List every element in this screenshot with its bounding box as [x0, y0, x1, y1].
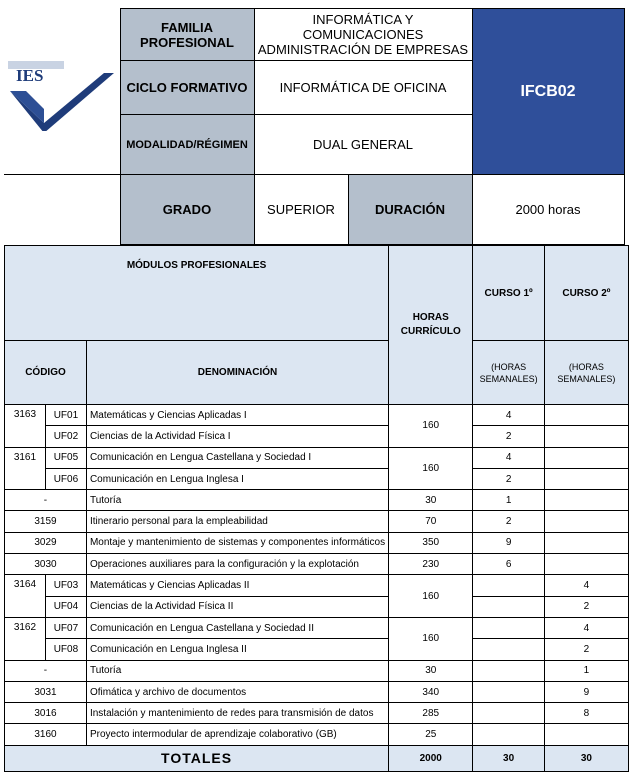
- denominacion-header: DENOMINACIÓN: [86, 341, 388, 405]
- module-code: -: [5, 660, 87, 681]
- curso1-hours: [473, 575, 544, 596]
- module-name: Comunicación en Lengua Castellana y Sociedad I: [86, 447, 388, 468]
- curso2-hours: 9: [544, 681, 628, 702]
- uf-code: UF02: [45, 426, 86, 447]
- curso1-hours: [473, 703, 544, 724]
- module-name: Comunicación en Lengua Inglesa I: [86, 468, 388, 489]
- curso1-hours: [473, 660, 544, 681]
- curso1-hours: [473, 596, 544, 617]
- module-name: Matemáticas y Ciencias Aplicadas I: [86, 405, 388, 426]
- module-code: 3163: [5, 405, 46, 448]
- module-code: 3029: [5, 532, 87, 553]
- curso2-hours: [544, 511, 628, 532]
- module-code: 3016: [5, 703, 87, 724]
- table-row: [5, 596, 629, 617]
- curso1-hours: 2: [473, 426, 544, 447]
- table-row: [5, 660, 629, 681]
- curso2-hours: [544, 447, 628, 468]
- curso1-hours: 9: [473, 532, 544, 553]
- module-hours: 70: [389, 511, 473, 532]
- logo-text: IES: [16, 66, 44, 86]
- duracion-value: 2000 horas: [472, 175, 624, 245]
- modules-title: MÓDULOS PROFESIONALES: [5, 246, 389, 341]
- curso1-hours: 6: [473, 554, 544, 575]
- table-row: [5, 532, 629, 553]
- horas-semanales-1: (HORAS SEMANALES): [473, 341, 544, 405]
- curso2-hours: [544, 490, 628, 511]
- module-name: Comunicación en Lengua Inglesa II: [86, 639, 388, 660]
- module-hours: 230: [389, 554, 473, 575]
- logo-cell: [4, 9, 120, 175]
- total-curso2: 30: [544, 745, 628, 771]
- curso1-hours: [473, 681, 544, 702]
- curso1-header: CURSO 1º: [473, 246, 544, 341]
- curso2-hours: [544, 405, 628, 426]
- modules-table: [4, 245, 629, 772]
- module-name: Ciencias de la Actividad Física I: [86, 426, 388, 447]
- module-hours: 285: [389, 703, 473, 724]
- module-name: Proyecto intermodular de aprendizaje colaborativo (GB): [86, 724, 388, 745]
- curso1-hours: 1: [473, 490, 544, 511]
- module-code: 3030: [5, 554, 87, 575]
- table-row: [5, 724, 629, 745]
- modalidad-label: MODALIDAD/RÉGIMEN: [120, 115, 254, 175]
- curso2-hours: [544, 724, 628, 745]
- module-code: 3164: [5, 575, 46, 618]
- curso1-hours: [473, 617, 544, 638]
- module-name: Tutoría: [86, 490, 388, 511]
- curso2-header: CURSO 2º: [544, 246, 628, 341]
- curso1-hours: 2: [473, 468, 544, 489]
- table-row: [5, 617, 629, 638]
- module-name: Operaciones auxiliares para la configuración y la explotación: [86, 554, 388, 575]
- module-name: Comunicación en Lengua Castellana y Sociedad II: [86, 617, 388, 638]
- module-hours: 160: [389, 575, 473, 618]
- grado-value: SUPERIOR: [254, 175, 348, 245]
- curso2-hours: [544, 426, 628, 447]
- module-name: Instalación y mantenimiento de redes para transmisión de datos: [86, 703, 388, 724]
- module-name: Montaje y mantenimiento de sistemas y componentes informáticos: [86, 532, 388, 553]
- module-code: 3162: [5, 617, 46, 660]
- module-code: -: [5, 490, 87, 511]
- curso2-hours: 8: [544, 703, 628, 724]
- table-row: [5, 405, 629, 426]
- total-curso1: 30: [473, 745, 544, 771]
- module-code: 3159: [5, 511, 87, 532]
- module-hours: 160: [389, 617, 473, 660]
- module-hours: 350: [389, 532, 473, 553]
- familia-value: INFORMÁTICA Y COMUNICACIONES ADMINISTRACIÓN DE EMPRESAS: [254, 9, 472, 61]
- module-name: Itinerario personal para la empleabilidad: [86, 511, 388, 532]
- curso2-hours: 2: [544, 639, 628, 660]
- grado-label: GRADO: [120, 175, 254, 245]
- uf-code: UF03: [45, 575, 86, 596]
- table-row: [5, 447, 629, 468]
- module-code: 3160: [5, 724, 87, 745]
- uf-code: UF01: [45, 405, 86, 426]
- module-hours: 340: [389, 681, 473, 702]
- curso2-hours: 1: [544, 660, 628, 681]
- table-row: [5, 639, 629, 660]
- curso1-hours: [473, 639, 544, 660]
- duracion-label: DURACIÓN: [348, 175, 472, 245]
- curso2-hours: [544, 468, 628, 489]
- curso1-hours: [473, 724, 544, 745]
- module-hours: 160: [389, 447, 473, 490]
- module-hours: 25: [389, 724, 473, 745]
- uf-code: UF04: [45, 596, 86, 617]
- module-code: 3161: [5, 447, 46, 490]
- module-hours: 30: [389, 660, 473, 681]
- modalidad-value: DUAL GENERAL: [254, 115, 472, 175]
- curso1-hours: 4: [473, 447, 544, 468]
- codigo-header: CÓDIGO: [5, 341, 87, 405]
- table-row: [5, 681, 629, 702]
- table-row: [5, 703, 629, 724]
- ciclo-value: INFORMÁTICA DE OFICINA: [254, 61, 472, 115]
- ciclo-label: CICLO FORMATIVO: [120, 61, 254, 115]
- table-row: [5, 511, 629, 532]
- table-row: [5, 426, 629, 447]
- uf-code: UF08: [45, 639, 86, 660]
- module-name: Tutoría: [86, 660, 388, 681]
- module-hours: 30: [389, 490, 473, 511]
- curso2-hours: [544, 554, 628, 575]
- module-code: 3031: [5, 681, 87, 702]
- header-table: [4, 8, 625, 245]
- totals-label: TOTALES: [5, 745, 389, 771]
- horas-header: HORAS CURRÍCULO: [389, 246, 473, 405]
- horas-semanales-2: (HORAS SEMANALES): [544, 341, 628, 405]
- uf-code: UF05: [45, 447, 86, 468]
- module-name: Ofimática y archivo de documentos: [86, 681, 388, 702]
- curso2-hours: 4: [544, 575, 628, 596]
- curso1-hours: 2: [473, 511, 544, 532]
- cycle-code: IFCB02: [472, 9, 624, 175]
- curso2-hours: 2: [544, 596, 628, 617]
- curso2-hours: 4: [544, 617, 628, 638]
- curso2-hours: [544, 532, 628, 553]
- ies-logo: [4, 51, 116, 131]
- module-hours: 160: [389, 405, 473, 448]
- uf-code: UF07: [45, 617, 86, 638]
- table-row: [5, 468, 629, 489]
- module-name: Matemáticas y Ciencias Aplicadas II: [86, 575, 388, 596]
- uf-code: UF06: [45, 468, 86, 489]
- table-row: [5, 575, 629, 596]
- table-row: [5, 554, 629, 575]
- familia-label: FAMILIA PROFESIONAL: [120, 9, 254, 61]
- table-row: [5, 490, 629, 511]
- total-hours: 2000: [389, 745, 473, 771]
- curso1-hours: 4: [473, 405, 544, 426]
- module-name: Ciencias de la Actividad Física II: [86, 596, 388, 617]
